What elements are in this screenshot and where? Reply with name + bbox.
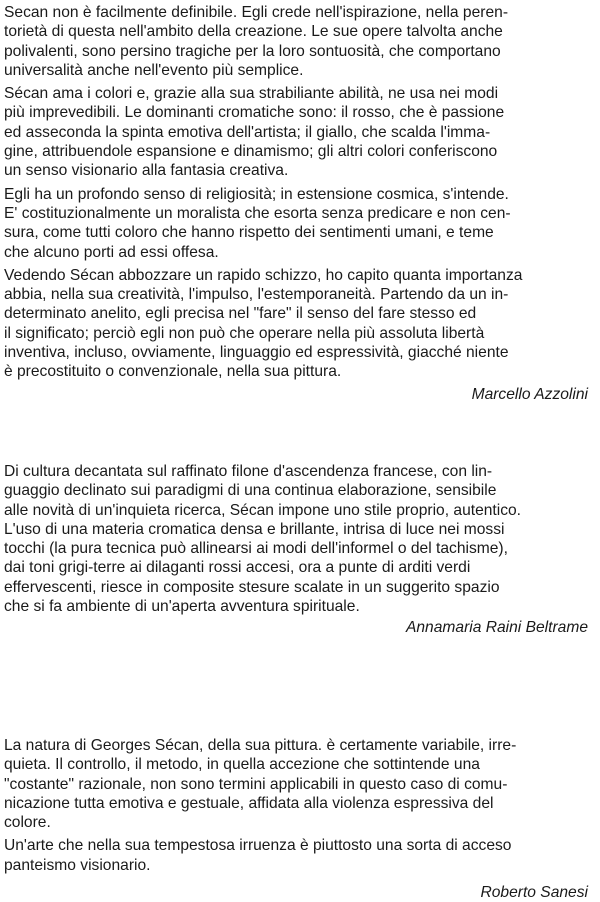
text-line: "costante" razionale, non sono termini applicabili in questo caso di comu-: [4, 775, 508, 793]
paragraph: [4, 836, 594, 875]
text-line: quieta. Il controllo, il metodo, in quella accezione che sottintende una: [4, 756, 480, 774]
section-azzolini: [4, 3, 594, 404]
text-line: nicazione tutta emotiva e gestuale, affidata alla violenza espressiva del: [4, 794, 494, 812]
text-line: Vedendo Sécan abbozzare un rapido schizzo, ho capito quanta importanza: [4, 266, 523, 284]
text-line: che si fa ambiente di un'aperta avventura spirituale.: [4, 598, 360, 616]
text-line: Egli ha un profondo senso di religiosità; in estensione cosmica, s'intende.: [4, 185, 509, 203]
text-line: sura, come tutti coloro che hanno rispetto dei sentimenti umani, e teme: [4, 224, 494, 242]
section-beltrame: [4, 462, 594, 638]
text-line: determinato anelito, egli precisa nel "fare" il senso del fare stesso ed: [4, 305, 477, 323]
text-line: E' costituzionalmente un moralista che esorta senza predicare e non cen-: [4, 204, 511, 222]
text-line: gine, attribuendole espansione e dinamismo; gli altri colori conferiscono: [4, 143, 498, 161]
text-line: tocchi (la pura tecnica può allinearsi ai modi dell'informel o del tachisme),: [4, 540, 508, 558]
text-line: ed asseconda la spinta emotiva dell'artista; il giallo, che scalda l'imma-: [4, 123, 491, 141]
text-line: più imprevedibili. Le dominanti cromatiche sono: il rosso, che è passione: [4, 104, 505, 122]
text-line: effervescenti, riesce in composite stesure scalate in un suggerito spazio: [4, 578, 500, 596]
section-sanesi: [4, 736, 594, 902]
text-line: alle novità di un'inquieta ricerca, Sécan impone uno stile proprio, autentico.: [4, 501, 522, 519]
paragraph: [4, 3, 594, 80]
text-line: La natura di Georges Sécan, della sua pittura. è certamente variabile, irre-: [4, 737, 517, 754]
text-line: torietà di questa nell'ambito della creazione. Le sue opere talvolta anche: [4, 23, 503, 41]
text-line: polivalenti, sono persino tragiche per la loro sontuosità, che comportano: [4, 42, 501, 60]
text-line: Sécan ama i colori e, grazie alla sua strabiliante abilità, ne usa nei modi: [4, 85, 499, 103]
author-signature: Roberto Sanesi: [480, 884, 588, 902]
paragraph: [4, 185, 594, 262]
paragraph: [4, 266, 594, 382]
text-line: Di cultura decantata sul raffinato filone d'ascendenza francese, con lin-: [4, 463, 493, 480]
paragraph: [4, 736, 594, 832]
text-line: colore.: [4, 814, 51, 832]
text-line: un senso visionario alla fantasia creativa.: [4, 162, 289, 180]
text-line: abbia, nella sua creatività, l'impulso, l'estemporaneità. Partendo da un in-: [4, 286, 509, 304]
text-line: panteismo visionario.: [4, 856, 151, 874]
text-line: il significato; perciò egli non può che operare nella più assoluta libertà: [4, 324, 485, 342]
text-line: Secan non è facilmente definibile. Egli crede nell'ispirazione, nella peren-: [4, 4, 509, 21]
text-line: guaggio declinato sui paradigmi di una continua elaborazione, sensibile: [4, 482, 497, 500]
text-line: L'uso di una materia cromatica densa e brillante, intrisa di luce nei mossi: [4, 520, 505, 538]
text-line: che alcuno porti ad essi offesa.: [4, 243, 219, 261]
author-signature: Annamaria Raini Beltrame: [405, 619, 588, 637]
text-line: Un'arte che nella sua tempestosa irruenza è piuttosto una sorta di acceso: [4, 837, 512, 855]
paragraph: [4, 84, 594, 180]
text-line: universalità anche nell'evento più semplice.: [4, 61, 304, 79]
paragraph: [4, 462, 594, 616]
text-line: dai toni grigi-terre ai dilaganti rossi accesi, ora a punte di arditi verdi: [4, 559, 471, 577]
text-line: inventiva, incluso, ovviamente, linguaggio ed espressività, giacché niente: [4, 344, 509, 362]
text-line: è precostituito o convenzionale, nella sua pittura.: [4, 363, 342, 381]
author-signature: Marcello Azzolini: [471, 385, 588, 403]
